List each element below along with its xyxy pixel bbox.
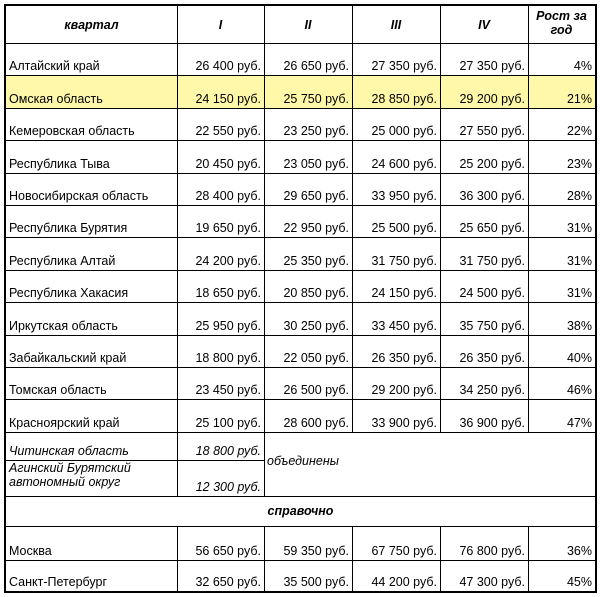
growth-value: 46% bbox=[566, 383, 592, 398]
header-growth: Рост за год bbox=[536, 9, 587, 37]
growth-value: 22% bbox=[566, 124, 592, 139]
grid-line-vertical bbox=[177, 526, 178, 591]
growth-value: 21% bbox=[566, 91, 592, 106]
aginsky-q1-value: 12 300 руб. bbox=[195, 480, 261, 494]
grid-line-horizontal bbox=[6, 108, 595, 109]
grid-line-horizontal bbox=[6, 432, 595, 433]
salary-value-q4: 25 200 руб. bbox=[459, 156, 525, 171]
salary-value-q1: 26 400 руб. bbox=[195, 59, 261, 74]
grid-line-vertical bbox=[528, 6, 529, 432]
growth-value: 31% bbox=[566, 253, 592, 268]
grid-line-horizontal bbox=[6, 43, 595, 44]
salary-value-q4: 35 750 руб. bbox=[459, 318, 525, 333]
salary-value-q3: 33 450 руб. bbox=[371, 318, 437, 333]
reference-salary-value-q1: 32 650 руб. bbox=[195, 575, 261, 589]
growth-value: 40% bbox=[566, 351, 592, 365]
growth-value: 28% bbox=[566, 189, 592, 203]
reference-salary-value-q4: 76 800 руб. bbox=[459, 544, 525, 558]
salary-value-q2: 23 050 руб. bbox=[283, 156, 349, 171]
region-name: Новосибирская область bbox=[9, 189, 149, 203]
reference-salary-value-q4: 47 300 руб. bbox=[459, 575, 525, 589]
grid-line-vertical bbox=[264, 526, 265, 591]
salary-value-q4: 36 900 руб. bbox=[459, 415, 525, 430]
reference-salary-value-q1: 56 650 руб. bbox=[195, 544, 261, 558]
salary-value-q1: 18 800 руб. bbox=[195, 351, 261, 365]
salary-value-q1: 18 650 руб. bbox=[195, 286, 261, 301]
salary-value-q3: 33 900 руб. bbox=[371, 415, 437, 430]
salary-value-q1: 24 200 руб. bbox=[195, 253, 261, 268]
salary-value-q3: 27 350 руб. bbox=[371, 59, 437, 74]
salary-value-q2: 20 850 руб. bbox=[283, 286, 349, 301]
region-name: Республика Тыва bbox=[9, 156, 110, 171]
salary-table bbox=[4, 4, 597, 593]
grid-line-horizontal bbox=[6, 75, 595, 76]
salary-value-q2: 30 250 руб. bbox=[283, 318, 349, 333]
header-q3: III bbox=[390, 17, 402, 32]
chita-q1-value: 18 800 руб. bbox=[195, 443, 261, 458]
salary-value-q2: 22 050 руб. bbox=[283, 351, 349, 365]
salary-value-q2: 25 350 руб. bbox=[283, 253, 349, 268]
reference-region-name: Санкт-Петербург bbox=[9, 575, 108, 589]
salary-value-q4: 29 200 руб. bbox=[459, 91, 525, 106]
growth-value: 31% bbox=[566, 286, 592, 301]
salary-value-q4: 26 350 руб. bbox=[459, 351, 525, 365]
salary-value-q4: 27 550 руб. bbox=[459, 124, 525, 139]
region-name: Красноярский край bbox=[9, 415, 120, 430]
grid-line-vertical bbox=[352, 6, 353, 432]
grid-line-vertical bbox=[264, 6, 265, 432]
salary-value-q2: 29 650 руб. bbox=[283, 189, 349, 203]
salary-value-q1: 25 100 руб. bbox=[195, 415, 261, 430]
salary-value-q2: 26 650 руб. bbox=[283, 59, 349, 74]
growth-value: 4% bbox=[573, 59, 592, 74]
grid-line-vertical bbox=[177, 432, 178, 496]
salary-value-q4: 27 350 руб. bbox=[459, 59, 525, 74]
salary-value-q2: 22 950 руб. bbox=[283, 221, 349, 236]
aginsky-region-name-line1: Агинский Бурятский bbox=[9, 460, 131, 475]
growth-value: 47% bbox=[566, 415, 592, 430]
region-name: Забайкальский край bbox=[9, 351, 127, 365]
grid-line-horizontal bbox=[6, 302, 595, 303]
aginsky-region-name-line2: автономный округ bbox=[9, 474, 121, 489]
salary-value-q3: 25 000 руб. bbox=[371, 124, 437, 139]
reference-salary-value-q2: 35 500 руб. bbox=[283, 575, 349, 589]
grid-line-vertical bbox=[528, 526, 529, 591]
salary-value-q3: 24 600 руб. bbox=[371, 156, 437, 171]
reference-region-name: Москва bbox=[9, 544, 52, 558]
salary-value-q3: 26 350 руб. bbox=[371, 351, 437, 365]
growth-value: 31% bbox=[566, 221, 592, 236]
salary-value-q3: 29 200 руб. bbox=[371, 383, 437, 398]
grid-line-vertical bbox=[440, 6, 441, 432]
salary-value-q2: 23 250 руб. bbox=[283, 124, 349, 139]
header-q2: II bbox=[304, 17, 312, 32]
grid-line-horizontal bbox=[6, 173, 595, 174]
salary-value-q3: 25 500 руб. bbox=[371, 221, 437, 236]
reference-growth-value: 45% bbox=[566, 575, 592, 589]
region-name: Алтайский край bbox=[9, 59, 100, 74]
growth-value: 38% bbox=[566, 318, 592, 333]
grid-line-horizontal bbox=[6, 270, 595, 271]
grid-line-horizontal bbox=[6, 399, 595, 400]
salary-value-q1: 23 450 руб. bbox=[195, 383, 261, 398]
region-name: Кемеровская область bbox=[9, 124, 135, 139]
header-q4: IV bbox=[478, 17, 490, 32]
grid-line-horizontal bbox=[6, 237, 595, 238]
region-name: Иркутская область bbox=[9, 318, 118, 333]
reference-label: справочно bbox=[267, 504, 334, 518]
chita-region-name: Читинская область bbox=[9, 443, 129, 458]
reference-salary-value-q3: 44 200 руб. bbox=[371, 575, 437, 589]
grid-line-vertical bbox=[264, 432, 265, 496]
grid-line-horizontal bbox=[6, 496, 595, 497]
salary-value-q4: 25 650 руб. bbox=[459, 221, 525, 236]
salary-value-q1: 28 400 руб. bbox=[195, 189, 261, 203]
salary-value-q1: 25 950 руб. bbox=[195, 318, 261, 333]
salary-value-q3: 31 750 руб. bbox=[371, 253, 437, 268]
region-name: Омская область bbox=[9, 91, 103, 106]
reference-salary-value-q3: 67 750 руб. bbox=[371, 544, 437, 558]
salary-value-q1: 19 650 руб. bbox=[195, 221, 261, 236]
region-name: Республика Алтай bbox=[9, 253, 116, 268]
header-q1: I bbox=[218, 17, 223, 32]
salary-value-q4: 34 250 руб. bbox=[459, 383, 525, 398]
grid-line-horizontal bbox=[6, 335, 595, 336]
region-name: Республика Бурятия bbox=[9, 221, 128, 236]
grid-line-horizontal bbox=[6, 205, 595, 206]
salary-value-q1: 22 550 руб. bbox=[195, 124, 261, 139]
merge-note: объединены bbox=[267, 453, 339, 468]
salary-value-q4: 36 300 руб. bbox=[459, 189, 525, 203]
grid-line-horizontal bbox=[6, 140, 595, 141]
salary-value-q1: 24 150 руб. bbox=[195, 91, 261, 106]
salary-value-q2: 25 750 руб. bbox=[283, 91, 349, 106]
region-name: Республика Хакасия bbox=[9, 286, 129, 301]
grid-line-horizontal bbox=[6, 560, 595, 561]
grid-line-horizontal bbox=[6, 526, 595, 527]
salary-value-q1: 20 450 руб. bbox=[195, 156, 261, 171]
salary-value-q2: 26 500 руб. bbox=[283, 383, 349, 398]
header-quarter: квартал bbox=[64, 17, 119, 32]
salary-value-q3: 28 850 руб. bbox=[371, 91, 437, 106]
grid-line-horizontal bbox=[6, 367, 595, 368]
salary-value-q3: 33 950 руб. bbox=[371, 189, 437, 203]
grid-line-vertical bbox=[352, 526, 353, 591]
salary-value-q4: 24 500 руб. bbox=[459, 286, 525, 301]
growth-value: 23% bbox=[566, 156, 592, 171]
region-name: Томская область bbox=[9, 383, 107, 398]
grid-line-vertical bbox=[440, 526, 441, 591]
reference-salary-value-q2: 59 350 руб. bbox=[283, 544, 349, 558]
salary-value-q3: 24 150 руб. bbox=[371, 286, 437, 301]
salary-value-q4: 31 750 руб. bbox=[459, 253, 525, 268]
reference-growth-value: 36% bbox=[566, 544, 592, 558]
salary-value-q2: 28 600 руб. bbox=[283, 415, 349, 430]
grid-line-vertical bbox=[177, 6, 178, 432]
